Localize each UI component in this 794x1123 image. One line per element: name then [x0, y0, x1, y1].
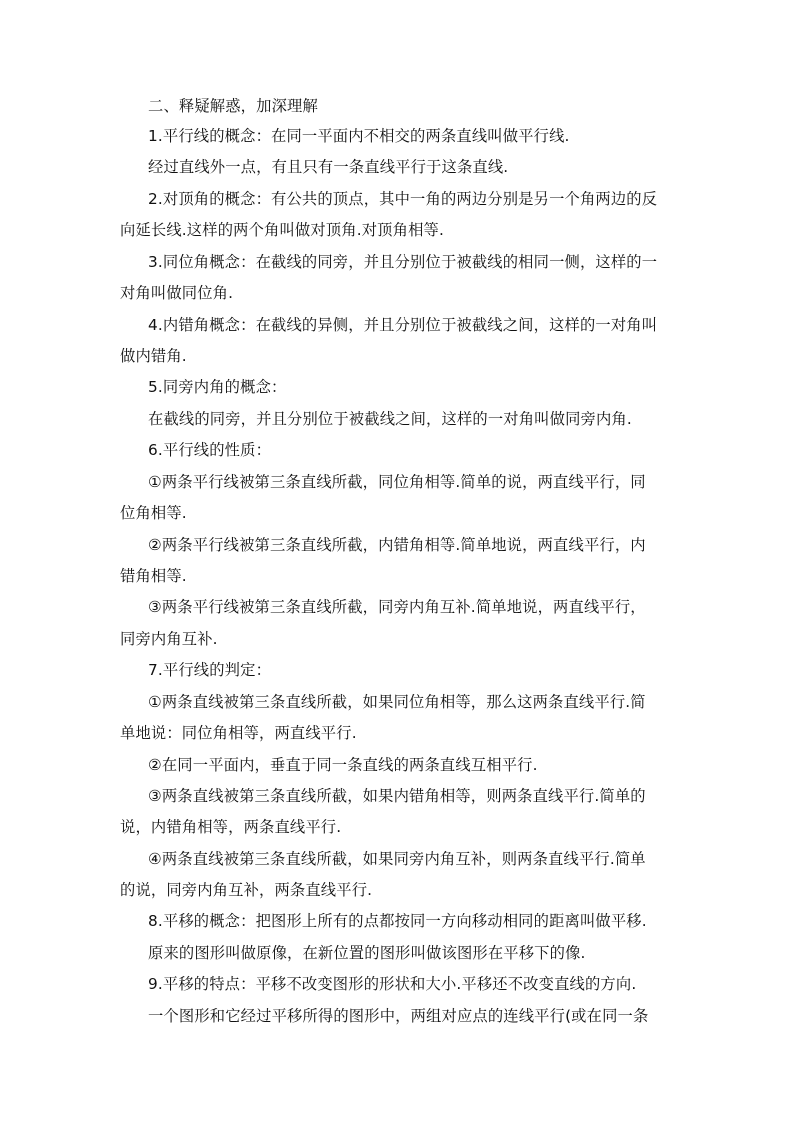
text-line: 对角叫做同位角. — [120, 284, 234, 302]
text-line: ③两条平行线被第三条直线所截，同旁内角互补.简单地说，两直线平行， — [148, 598, 646, 616]
text-line: 同旁内角互补. — [120, 630, 218, 648]
text-line: 4.内错角概念：在截线的异侧，并且分别位于被截线之间，这样的一对角叫 — [148, 316, 658, 334]
text-line: ③两条直线被第三条直线所截，如果内错角相等，则两条直线平行.简单的 — [148, 787, 646, 805]
text-line: 原来的图形叫做原像，在新位置的图形叫做该图形在平移下的像. — [148, 944, 586, 962]
text-line: 2.对顶角的概念：有公共的顶点，其中一角的两边分别是另一个角两边的反 — [148, 190, 658, 208]
text-line: ②两条平行线被第三条直线所截，内错角相等.简单地说，两直线平行，内 — [148, 536, 646, 554]
text-line: 的说，同旁内角互补，两条直线平行. — [120, 881, 373, 899]
text-line: 5.同旁内角的概念： — [148, 378, 287, 396]
text-line: ②在同一平面内，垂直于同一条直线的两条直线互相平行. — [148, 756, 538, 774]
text-line: 做内错角. — [120, 347, 187, 365]
text-line: ①两条直线被第三条直线所截，如果同位角相等，那么这两条直线平行.简 — [148, 693, 646, 711]
text-line: 3.同位角概念：在截线的同旁，并且分别位于被截线的相同一侧，这样的一 — [148, 253, 658, 271]
text-line: 1.平行线的概念：在同一平面内不相交的两条直线叫做平行线. — [148, 127, 570, 145]
text-line: 错角相等. — [120, 567, 187, 585]
section-heading: 二、释疑解惑，加深理解 — [148, 97, 318, 115]
text-line: ④两条直线被第三条直线所截，如果同旁内角互补，则两条直线平行.简单 — [148, 850, 646, 868]
text-line: ①两条平行线被第三条直线所截，同位角相等.简单的说，两直线平行，同 — [148, 473, 646, 491]
text-line: 9.平移的特点：平移不改变图形的形状和大小.平移还不改变直线的方向. — [148, 975, 637, 993]
text-line: 经过直线外一点，有且只有一条直线平行于这条直线. — [148, 158, 509, 176]
text-line: 7.平行线的判定： — [148, 661, 272, 679]
text-line: 6.平行线的性质： — [148, 441, 272, 459]
text-line: 位角相等. — [120, 504, 187, 522]
text-line: 说，内错角相等，两条直线平行. — [120, 818, 342, 836]
text-line: 向延长线.这样的两个角叫做对顶角.对顶角相等. — [120, 221, 444, 239]
text-line: 8.平移的概念：把图形上所有的点都按同一方向移动相同的距离叫做平移. — [148, 912, 647, 930]
text-line: 在截线的同旁，并且分别位于被截线之间，这样的一对角叫做同旁内角. — [148, 410, 632, 428]
text-line: 一个图形和它经过平移所得的图形中，两组对应点的连线平行(或在同一条 — [148, 1007, 649, 1025]
text-line: 单地说：同位角相等，两直线平行. — [120, 724, 357, 742]
